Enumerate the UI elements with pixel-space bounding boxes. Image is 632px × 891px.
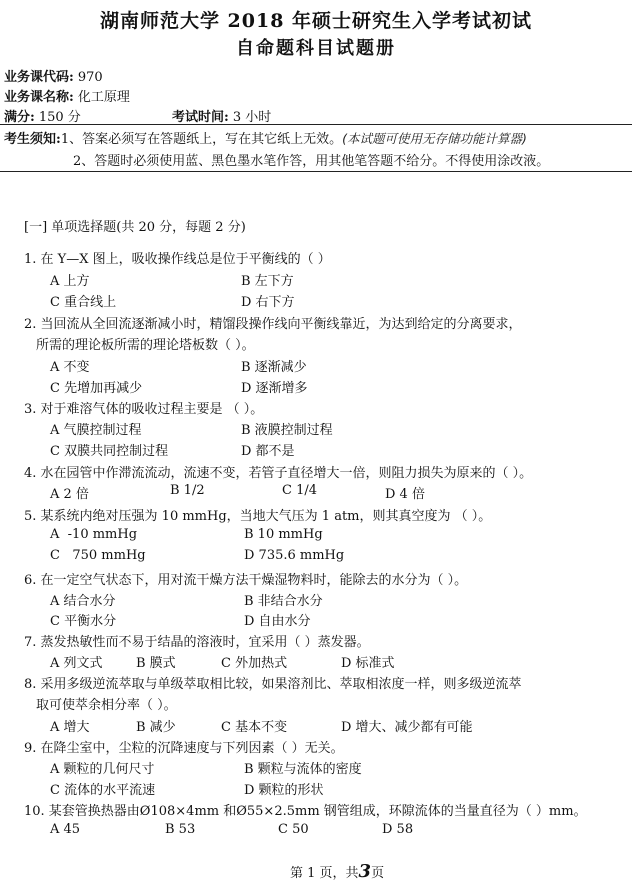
option-d: D 标准式	[341, 656, 395, 671]
option-c: C 外加热式	[221, 656, 288, 671]
option-c: C 双膜共同控制过程	[50, 444, 169, 459]
option-a: A 颗粒的几何尺寸	[50, 762, 155, 777]
option-d: D 都不是	[241, 444, 295, 459]
notice-label: 考生须知:	[4, 132, 61, 147]
option-b: B 左下方	[241, 274, 294, 289]
footer-total-pages: 3	[358, 861, 372, 882]
section-heading: [一] 单项选择题(共 20 分，每题 2 分)	[24, 220, 246, 235]
option-a: A 上方	[50, 274, 90, 289]
option-a: A 45	[50, 822, 81, 837]
option-a: A 不变	[50, 360, 90, 375]
option-c: C 50	[278, 822, 309, 837]
notice-item-1: 1、答案必须写在答题纸上，写在其它纸上无效。	[60, 132, 343, 147]
exam-subtitle: 自命题科目试题册	[236, 38, 396, 59]
option-c: C 750 mmHg	[50, 548, 146, 563]
option-c: C 流体的水平流速	[50, 783, 156, 798]
full-score-value: 150 分	[38, 110, 81, 125]
option-b: B 膜式	[136, 656, 176, 671]
option-a: A 列文式	[50, 656, 103, 671]
option-d: D 自由水分	[244, 614, 311, 629]
option-b: B 非结合水分	[244, 594, 323, 609]
full-score-label: 满分:	[4, 110, 35, 125]
option-d: D 58	[382, 822, 414, 837]
question-stem: 7. 蒸发热敏性而不易于结晶的溶液时，宜采用（ ）蒸发器。	[24, 635, 370, 650]
question-stem: 10. 某套管换热器由Ø108×4mm 和Ø55×2.5mm 钢管组成，环隙流体的当量直径为（ ）mm。	[24, 804, 587, 819]
option-b: B 颗粒与流体的密度	[244, 762, 362, 777]
option-a: A 2 倍	[50, 487, 89, 502]
question-stem: 3. 对于难溶气体的吸收过程主要是 （ ）。	[24, 402, 264, 417]
question-stem: 9. 在降尘室中，尘粒的沉降速度与下列因素（ ）无关。	[24, 741, 344, 756]
course-name-label: 业务课名称:	[4, 90, 74, 105]
question-stem-cont: 所需的理论板所需的理论塔板数（ ）。	[36, 338, 255, 353]
notice-item-2: 2、答题时必须使用蓝、黑色墨水笔作答，用其他笔答题不给分。不得使用涂改液。	[73, 154, 550, 169]
question-stem: 1. 在 Y—X 图上，吸收操作线总是位于平衡线的（ ）	[24, 252, 331, 267]
option-b: B 减少	[136, 720, 176, 735]
exam-time-label: 考试时间:	[172, 110, 229, 125]
option-c: C 重合线上	[50, 295, 117, 310]
option-a: A -10 mmHg	[50, 527, 138, 542]
full-score	[4, 106, 81, 125]
course-name	[4, 86, 130, 105]
option-c: C 平衡水分	[50, 614, 117, 629]
option-a: A 结合水分	[50, 594, 116, 609]
handwritten-calculator-note: (本试题可使用无存储功能计算器)	[342, 131, 527, 146]
page-footer	[290, 861, 384, 882]
option-d: D 增大、减少都有可能	[341, 720, 473, 735]
notice-line-1	[4, 128, 527, 147]
question-stem: 2. 当回流从全回流逐渐减小时，精馏段操作线向平衡线靠近，为达到给定的分离要求，	[24, 317, 522, 332]
option-b: B 53	[165, 822, 196, 837]
question-stem: 8. 采用多级逆流萃取与单级萃取相比较，如果溶剂比、萃取相浓度一样，则多级逆流萃	[24, 677, 522, 692]
question-stem: 4. 水在园管中作滞流流动，流速不变，若管子直径增大一倍，则阻力损失为原来的（ ）。	[24, 466, 533, 481]
exam-title: 湖南师范大学 2018 年硕士研究生入学考试初试	[99, 10, 533, 32]
course-code-value: 970	[77, 70, 103, 85]
option-c: C 先增加再减少	[50, 381, 143, 396]
option-a: A 气膜控制过程	[50, 423, 142, 438]
course-code-label: 业务课代码:	[4, 70, 74, 85]
question-stem-cont: 取可使萃余相分率（ ）。	[36, 698, 177, 713]
footer-prefix: 第 1 页，共	[290, 866, 359, 881]
exam-time	[172, 106, 271, 125]
exam-time-value: 3 小时	[232, 110, 272, 125]
footer-suffix: 页	[371, 866, 385, 881]
option-d: D 颗粒的形状	[244, 783, 324, 798]
course-name-value: 化工原理	[77, 90, 130, 105]
option-d: D 逐渐增多	[241, 381, 308, 396]
divider-bottom	[0, 171, 632, 172]
option-d: D 右下方	[241, 295, 295, 310]
option-b: B 液膜控制过程	[241, 423, 333, 438]
question-stem: 5. 某系统内绝对压强为 10 mmHg，当地大气压为 1 atm，则其真空度为 （ ）。	[24, 509, 492, 524]
option-c: C 1/4	[282, 483, 318, 498]
option-b: B 1/2	[170, 483, 205, 498]
option-d: D 735.6 mmHg	[244, 548, 345, 563]
option-c: C 基本不变	[221, 720, 288, 735]
course-code	[4, 66, 103, 85]
option-b: B 逐渐减少	[241, 360, 307, 375]
divider-top	[0, 124, 632, 125]
option-b: B 10 mmHg	[244, 527, 323, 542]
option-d: D 4 倍	[385, 487, 425, 502]
option-a: A 增大	[50, 720, 90, 735]
question-stem: 6. 在一定空气状态下，用对流干燥方法干燥湿物料时，能除去的水分为（ ）。	[24, 573, 468, 588]
